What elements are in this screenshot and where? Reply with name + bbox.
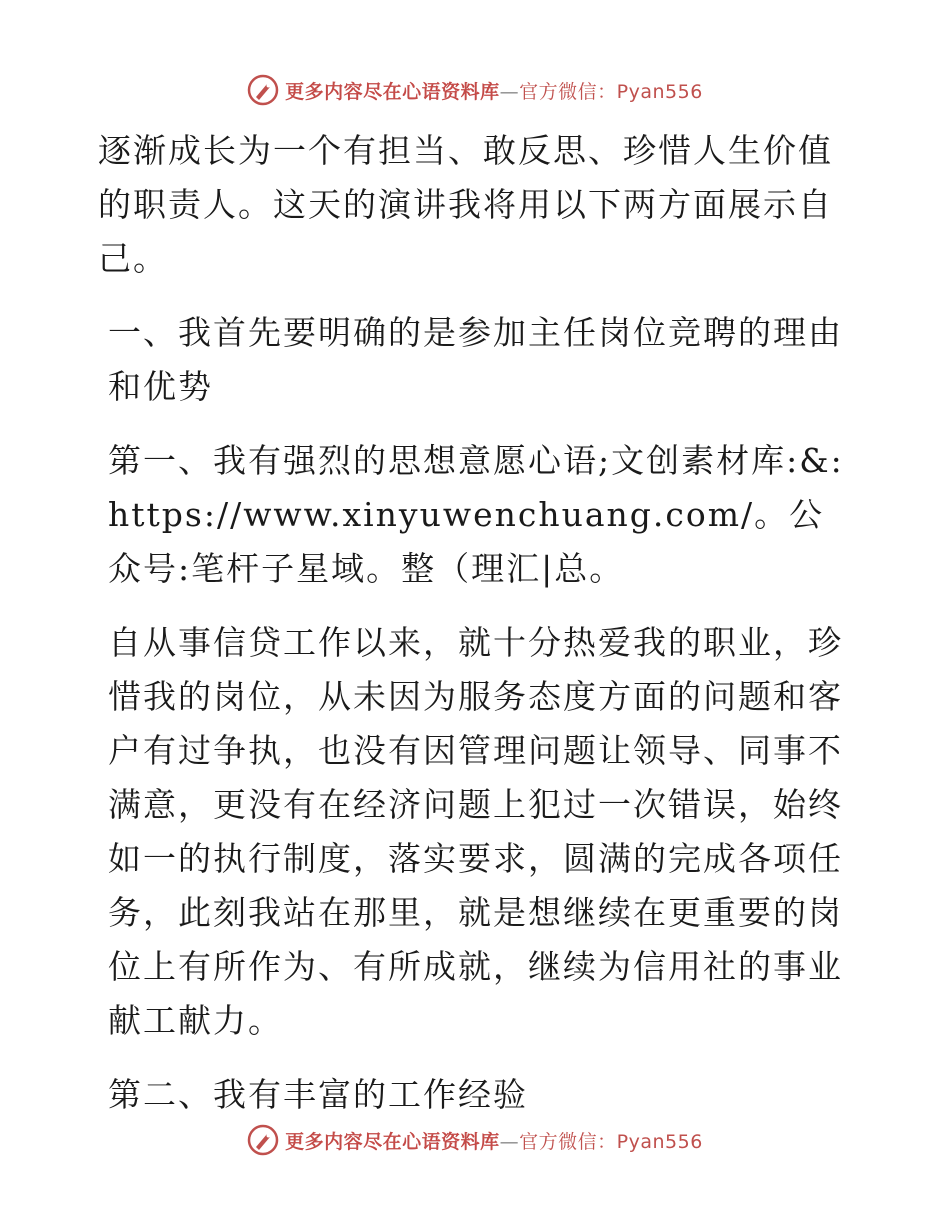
banner-wechat: 官方微信：Pyan556 (519, 80, 703, 103)
footer-banner (0, 1120, 950, 1160)
banner-site-name: 更多内容尽在心语资料库 (285, 80, 500, 103)
banner-text (285, 77, 703, 104)
header-banner (0, 70, 950, 110)
paragraph: 自从事信贷工作以来，就十分热爱我的职业，珍惜我的岗位，从未因为服务态度方面的问题和客户有过争执，也没有因管理问题让领导、同事不满意，更没有在经济问题上犯过一次错误，始终如一的执行制度，落实要求，圆满的完成各项任务，此刻我站在那里，就是想继续在更重要的岗位上有所作为、有所成就，继续为信用社的事业献工献力。 (108, 623, 843, 1040)
banner-dash: — (499, 80, 520, 103)
banner-dash: — (499, 1130, 520, 1153)
paragraph: 逐渐成长为一个有担当、敢反思、珍惜人生价值的职责人。这天的演讲我将用以下两方面展示自己。 (98, 131, 833, 278)
pen-logo-icon (247, 74, 279, 106)
banner-wechat: 官方微信：Pyan556 (519, 1130, 703, 1153)
document-body (98, 124, 858, 1142)
banner-text (285, 1127, 703, 1154)
paragraph: 第一、我有强烈的思想意愿心语;文创素材库:&:https://www.xinyuwenchuang.com/。公众号:笔杆子星域。整（理汇|总。 (108, 441, 844, 588)
pen-logo-icon (247, 1124, 279, 1156)
banner-site-name: 更多内容尽在心语资料库 (285, 1130, 500, 1153)
subsection-heading: 第二、我有丰富的工作经验 (108, 1075, 528, 1114)
section-heading: 一、我首先要明确的是参加主任岗位竞聘的理由和优势 (108, 313, 843, 406)
